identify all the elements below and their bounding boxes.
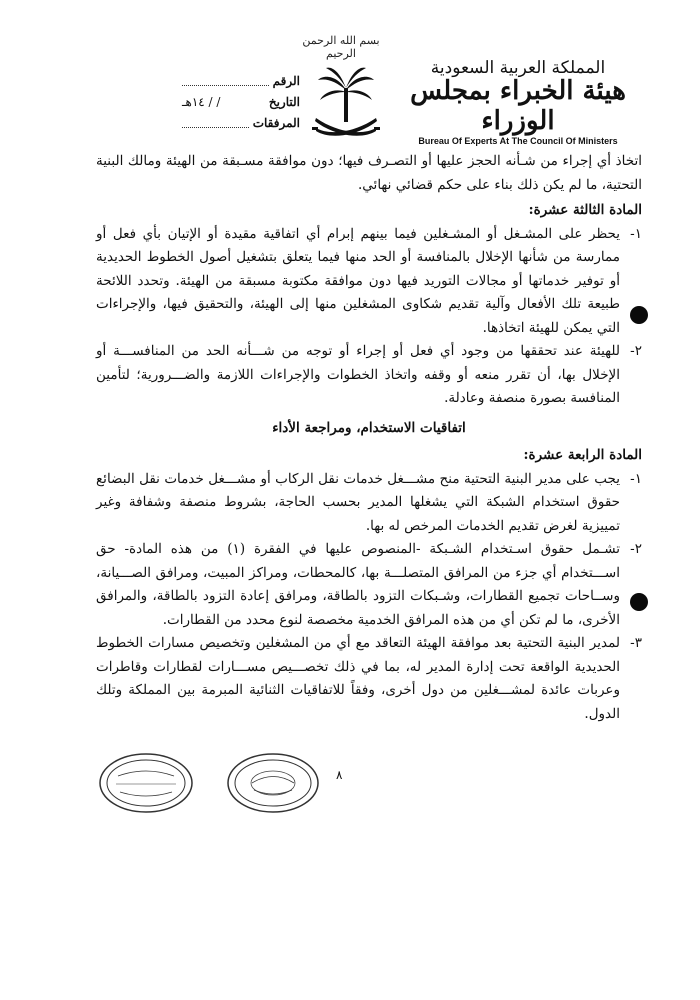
attachments-line xyxy=(182,117,249,128)
punch-hole-icon xyxy=(630,306,648,324)
item-number: ١- xyxy=(630,225,642,242)
item-number: ١- xyxy=(630,470,642,487)
item-text: تشـمل حقوق اسـتخدام الشـبكة -المنصوص عليها في الفقرة (١) من هذه المادة- حق اســـتخدام أي جزء من المرافق المتصلـــة بها، كالمحطات، ومراكز المبيت، ومرافق الصـــيانة، وســاحات تجميع القطارات، وشـبكات التزود بالطاقة، ومرافق إعادة التزود بالطاقة، والمرافق الأخرى، ما لم تكن أي من هذه المرافق الخدمية مخصصة لنوع محدد من القطارات. xyxy=(96,541,620,628)
organization-name: هيئة الخبراء بمجلس الوزراء xyxy=(410,76,626,136)
list-item xyxy=(96,468,642,539)
item-text: يجب على مدير البنية التحتية منح مشـــغل خدمات نقل الركاب أو مشـــغل خدمات نقل البضائع حقوق استخدام الشبكة التي يشغلها المدير بحسب الحاجة، بشروط منصفة وشفافة وغير تمييزية لغرض تقديم الخدمات المرخص له بها. xyxy=(96,470,620,534)
ref-label: الرقم xyxy=(272,73,300,88)
item-text: لمدير البنية التحتية بعد موافقة الهيئة التعاقد مع أي من المشغلين وتخصيص مسارات الخطوط الحديدية الواقعة تحت إدارة المدير له، بما في ذلك تخصـــيص مســـارات لقطارات وقاطرات وعربات عائدة لمشـــغلين من دول أخرى، وفقاً للاتفاقيات الثنائية المبرمة بين المملكة وتلك الدول. xyxy=(96,635,620,722)
official-seal-right-icon xyxy=(226,752,320,814)
kingdom-name: المملكة العربية السعودية xyxy=(430,58,606,78)
list-item xyxy=(96,223,642,341)
organization-name-en: Bureau Of Experts At The Council Of Ministers xyxy=(418,136,618,146)
item-number: ٢- xyxy=(630,541,642,557)
attachments-label: المرفقات xyxy=(252,115,300,130)
item-text: يحظر على المشـغل أو المشـغلين فيما بينهم إبرام أي اتفاقية مقيدة أو الإتيان بأي فعل أو ممارسة من شأنها الإخلال بالمنافسة أو الحد منها فيما يتعلق بتشغيل أصول الخطوط الحديدية أو توفير خدماتها أو مجالات التوريد فيها دون موافقة مكتوبة مسبقة من الهيئة. وتحدد اللائحة طبيعة تلك الأفعال وآلية تقديم شكاوى المشغلين منها إلى الهيئة، والتحقيق فيها، والإجراءات التي يمكن للهيئة اتخاذها. xyxy=(96,225,620,336)
date-label: التاريخ xyxy=(268,94,300,109)
basmala: بسم الله الرحمن الرحيم xyxy=(302,34,380,60)
list-item xyxy=(96,340,642,411)
palm-swords-emblem-icon xyxy=(310,66,382,144)
intro-paragraph: اتخاذ أي إجراء من شـأنه الحجز عليها أو التصـرف فيها؛ دون موافقة مسـبقة من الهيئة ومالك البنية التحتية، ما لم يكن ذلك بناء على حكم قضائي نهائي. xyxy=(96,153,642,193)
punch-hole-icon xyxy=(630,593,648,611)
article-14-heading: المادة الرابعة عشرة: xyxy=(523,447,642,463)
document-body xyxy=(96,150,642,726)
date-value: / / ١٤هـ xyxy=(182,94,221,109)
ref-line xyxy=(182,75,269,86)
page-number: ٨ xyxy=(336,768,343,782)
section-title: اتفاقيات الاستخدام، ومراجعة الأداء xyxy=(272,419,466,436)
item-text: للهيئة عند تحققها من وجود أي فعل أو إجراء أو توجه من شـــأنه الحد من المنافســـة أو الإخلال بها، أن تقرر منعه أو وقفه واتخاذ الخطوات والإجراءات اللازمة والضـــرورية؛ لتأمين المنافسة بصورة منصفة وعادلة. xyxy=(96,343,620,406)
list-item xyxy=(96,538,642,632)
article-13-heading: المادة الثالثة عشرة: xyxy=(528,202,642,218)
letterhead-organization xyxy=(398,58,638,146)
official-seal-left-icon xyxy=(98,752,194,814)
list-item xyxy=(96,632,642,726)
item-number: ٣- xyxy=(630,635,642,651)
reference-block xyxy=(182,70,300,133)
item-number: ٢- xyxy=(630,343,642,359)
